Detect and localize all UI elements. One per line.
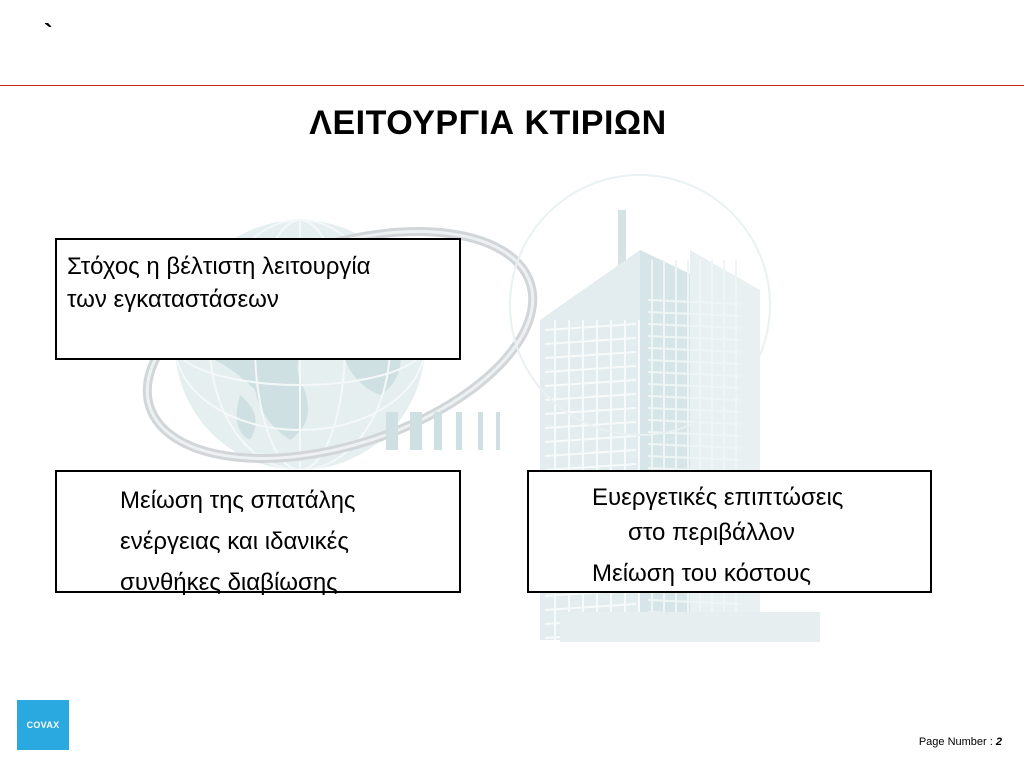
goal-box (55, 238, 461, 360)
benefits-line-1: Ευεργετικές επιπτώσεις (592, 484, 844, 511)
covax-logo (17, 700, 69, 750)
logo-text: COVAX (26, 720, 60, 730)
waste-line-3: συνθήκες διαβίωσης (120, 569, 338, 596)
goal-line-1: Στόχος η βέλτιστη λειτουργία (67, 253, 371, 280)
benefits-line-3: Μείωση του κόστους (592, 560, 811, 587)
slide-title: ΛΕΙΤΟΥΡΓΙΑ ΚΤΙΡΙΩΝ (309, 104, 667, 142)
benefits-box (527, 470, 932, 593)
waste-reduction-box (55, 470, 461, 596)
goal-line-2: των εγκαταστάσεων (67, 286, 279, 313)
header-divider (0, 85, 1024, 86)
waste-line-2: ενέργειας και ιδανικές (120, 528, 349, 555)
page-number-label: Page Number : (918, 736, 993, 748)
corner-mark: ` (44, 18, 53, 48)
waste-line-1: Μείωση της σπατάλης (120, 487, 356, 514)
page-number-value: 2 (995, 736, 1002, 748)
page-number (919, 736, 1002, 748)
benefits-line-2: στο περιβάλλον (628, 519, 795, 546)
